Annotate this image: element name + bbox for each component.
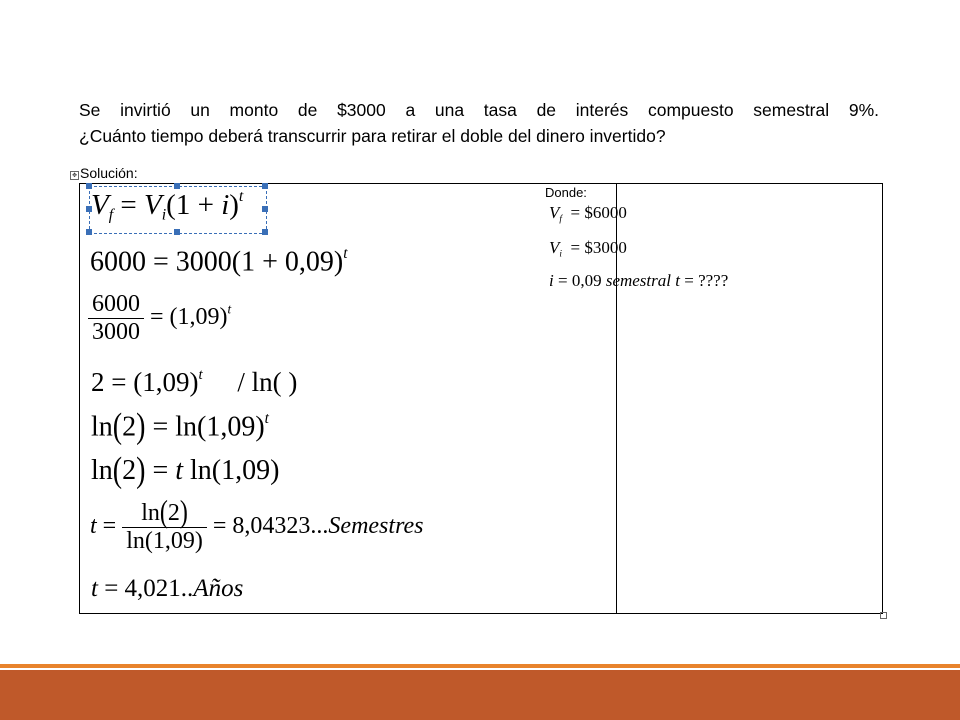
equation-step-5: $\ln(2) = \ln(1,09)^t$	[91, 406, 269, 447]
donde-label: Donde:	[545, 185, 587, 200]
selection-handle[interactable]	[262, 229, 268, 235]
solution-label: Solución:	[80, 165, 138, 181]
problem-line-2: ¿Cuánto tiempo deberá transcurrir para retirar el doble del dinero invertido?	[79, 126, 666, 146]
equation-step-7: t = $\frac{\ln(2)}{\ln(1,09)}$ = 8,04323...Semestres	[90, 495, 424, 554]
footer-bar	[0, 670, 960, 720]
table-resize-handle[interactable]	[880, 612, 887, 619]
given-vf: $V_f$ = $6000	[549, 203, 627, 225]
fraction-6000-3000: $\frac{6000}{3000}$	[88, 291, 144, 346]
selection-handle[interactable]	[86, 229, 92, 235]
selection-handle[interactable]	[262, 206, 268, 212]
equation-step-4: $2 = (1,09)^t / \ln$( )	[91, 367, 298, 397]
problem-statement	[79, 97, 879, 149]
fraction-ln2-ln109: $\frac{\ln(2)}{\ln(1,09)}$	[122, 500, 207, 555]
equation-step-6: ln(2) = t ln(1,09)	[91, 450, 280, 491]
given-vi: $V_i$ = $3000	[549, 238, 627, 260]
selection-handle[interactable]	[262, 183, 268, 189]
selection-handle[interactable]	[174, 229, 180, 235]
equation-compound-interest[interactable]: $V_f = V_i(1 + i)^t$	[91, 188, 244, 224]
given-rate-time: i = 0,09 semestral t = ????	[549, 271, 729, 290]
footer-accent-line	[0, 664, 960, 668]
equation-step-3: $\frac{6000}{3000}$ = $(1,09)^t$	[88, 291, 231, 346]
table-move-handle-icon[interactable]: ✥	[71, 172, 78, 179]
problem-line-1: Se invirtió un monto de $3000 a una tasa de interés compuesto semestral 9%.	[79, 100, 879, 120]
equation-step-2: $6000 = 3000(1 + 0,09)^t$	[90, 245, 348, 278]
equation-step-8: t = 4,021..Años	[91, 575, 244, 602]
